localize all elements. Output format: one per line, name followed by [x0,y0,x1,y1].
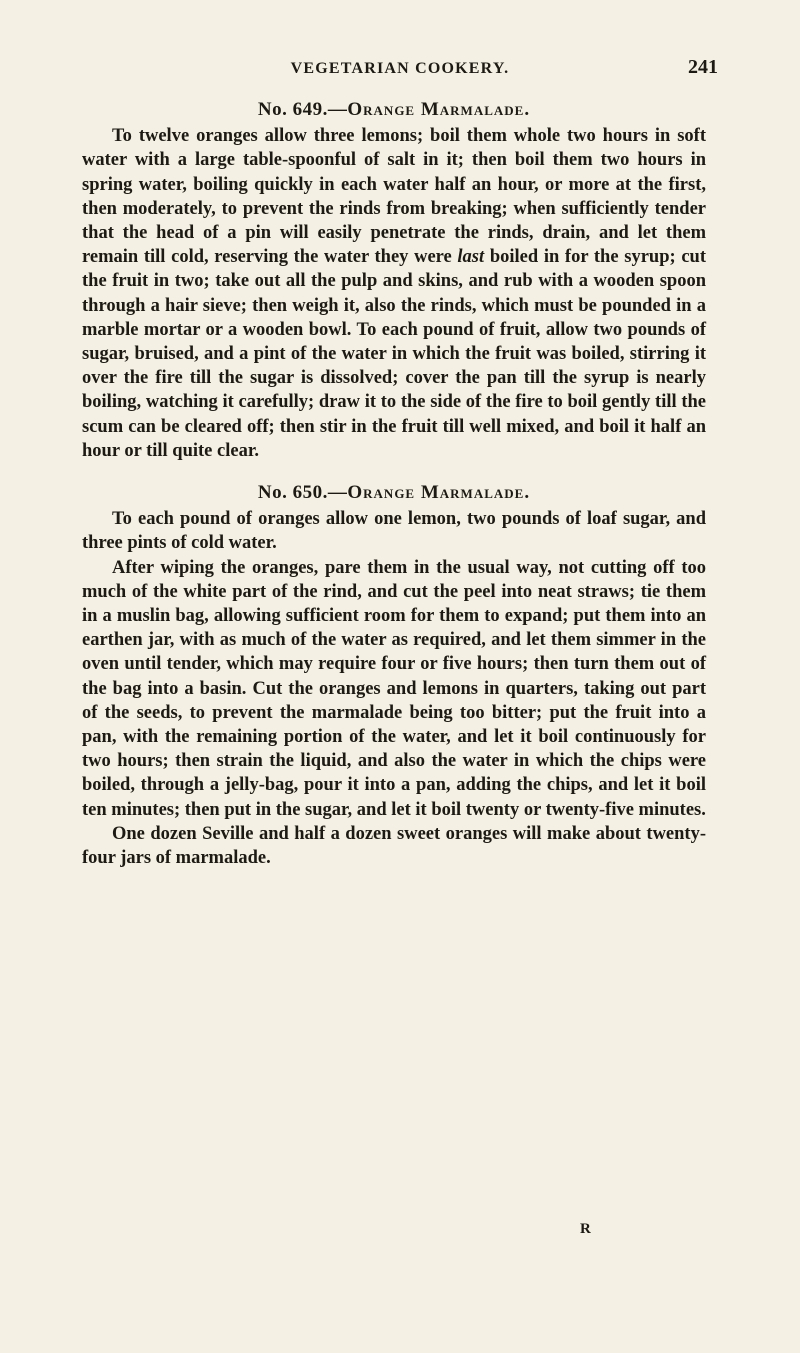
signature-mark: R [580,1221,591,1237]
recipe-title: Orange Marmalade. [347,482,531,504]
page-body [82,92,706,870]
recipe-paragraph: After wiping the oranges, pare them in the usual way, not cutting off too much of the white part of the rind, and cut the peel into neat straws; tie them in a muslin bag, allowing sufficient room for them to expand; put them into an earthen jar, with as much of the water as required, and let them simmer in the oven until tender, which may require four or five hours; then turn them out of the bag into a basin. Cut the oranges and lemons in quarters, taking out part of the seeds, to prevent the marmalade being too bitter; put the fruit into a pan, with the remaining portion of the water, and let it boil continuously for two hours; then strain the liquid, and also the water in which the chips were boiled, through a jelly-bag, pour it into a pan, adding the chips, and let it boil ten minutes; then put in the sugar, and let it boil twenty or twenty-five minutes. [82,557,706,820]
recipe-text: To twelve oranges allow three lemons; boil them whole two hours in soft water with a large table-spoonful of salt in it; then boil them two hours in spring water, boiling quickly in each water half an hour, or more at the first, then moderately, to prevent the rinds from breaking; when sufficiently tender that the head of a pin will easily penetrate the rinds, drain, and let them remain till cold, reserving the water they were [82,126,706,268]
recipe-paragraph: One dozen Seville and half a dozen sweet oranges will make about twenty-four jars of marmalade. [82,823,706,869]
recipe-paragraph: To each pound of oranges allow one lemon, two pounds of loaf sugar, and three pints of cold water. [82,509,706,554]
recipe-paragraph [82,124,706,463]
recipe-number: No. 650. [257,482,328,504]
recipe-heading-650: No. 650.—Orange Marmalade. [257,482,531,504]
running-head: VEGETARIAN COOKERY. [290,60,510,77]
emphasis-text: last [457,247,485,268]
page-number: 241 [688,56,718,78]
recipe-text: boiled in for the syrup; cut the fruit in two; take out all the pulp and skins, and rub with a wooden spoon through a hair sieve; then weigh it, also the rinds, which must be pounded in a marble mortar or a wooden bowl. To each pound of fruit, allow two pounds of sugar, bruised, and a pint of the water in which the fruit was boiled, stirring it over the fire till the sugar is dissolved; cover the pan till the syrup is nearly boiling, watching it carefully; draw it to the side of the fire to boil gently till the scum can be cleared off; then stir in the fruit till well mixed, and boil it half an hour or till quite clear. [82,247,706,461]
recipe-title: Orange Marmalade. [347,99,531,120]
recipe-number: No. 649. [257,99,328,120]
recipe-heading-649: No. 649.—Orange Marmalade. [257,99,531,120]
